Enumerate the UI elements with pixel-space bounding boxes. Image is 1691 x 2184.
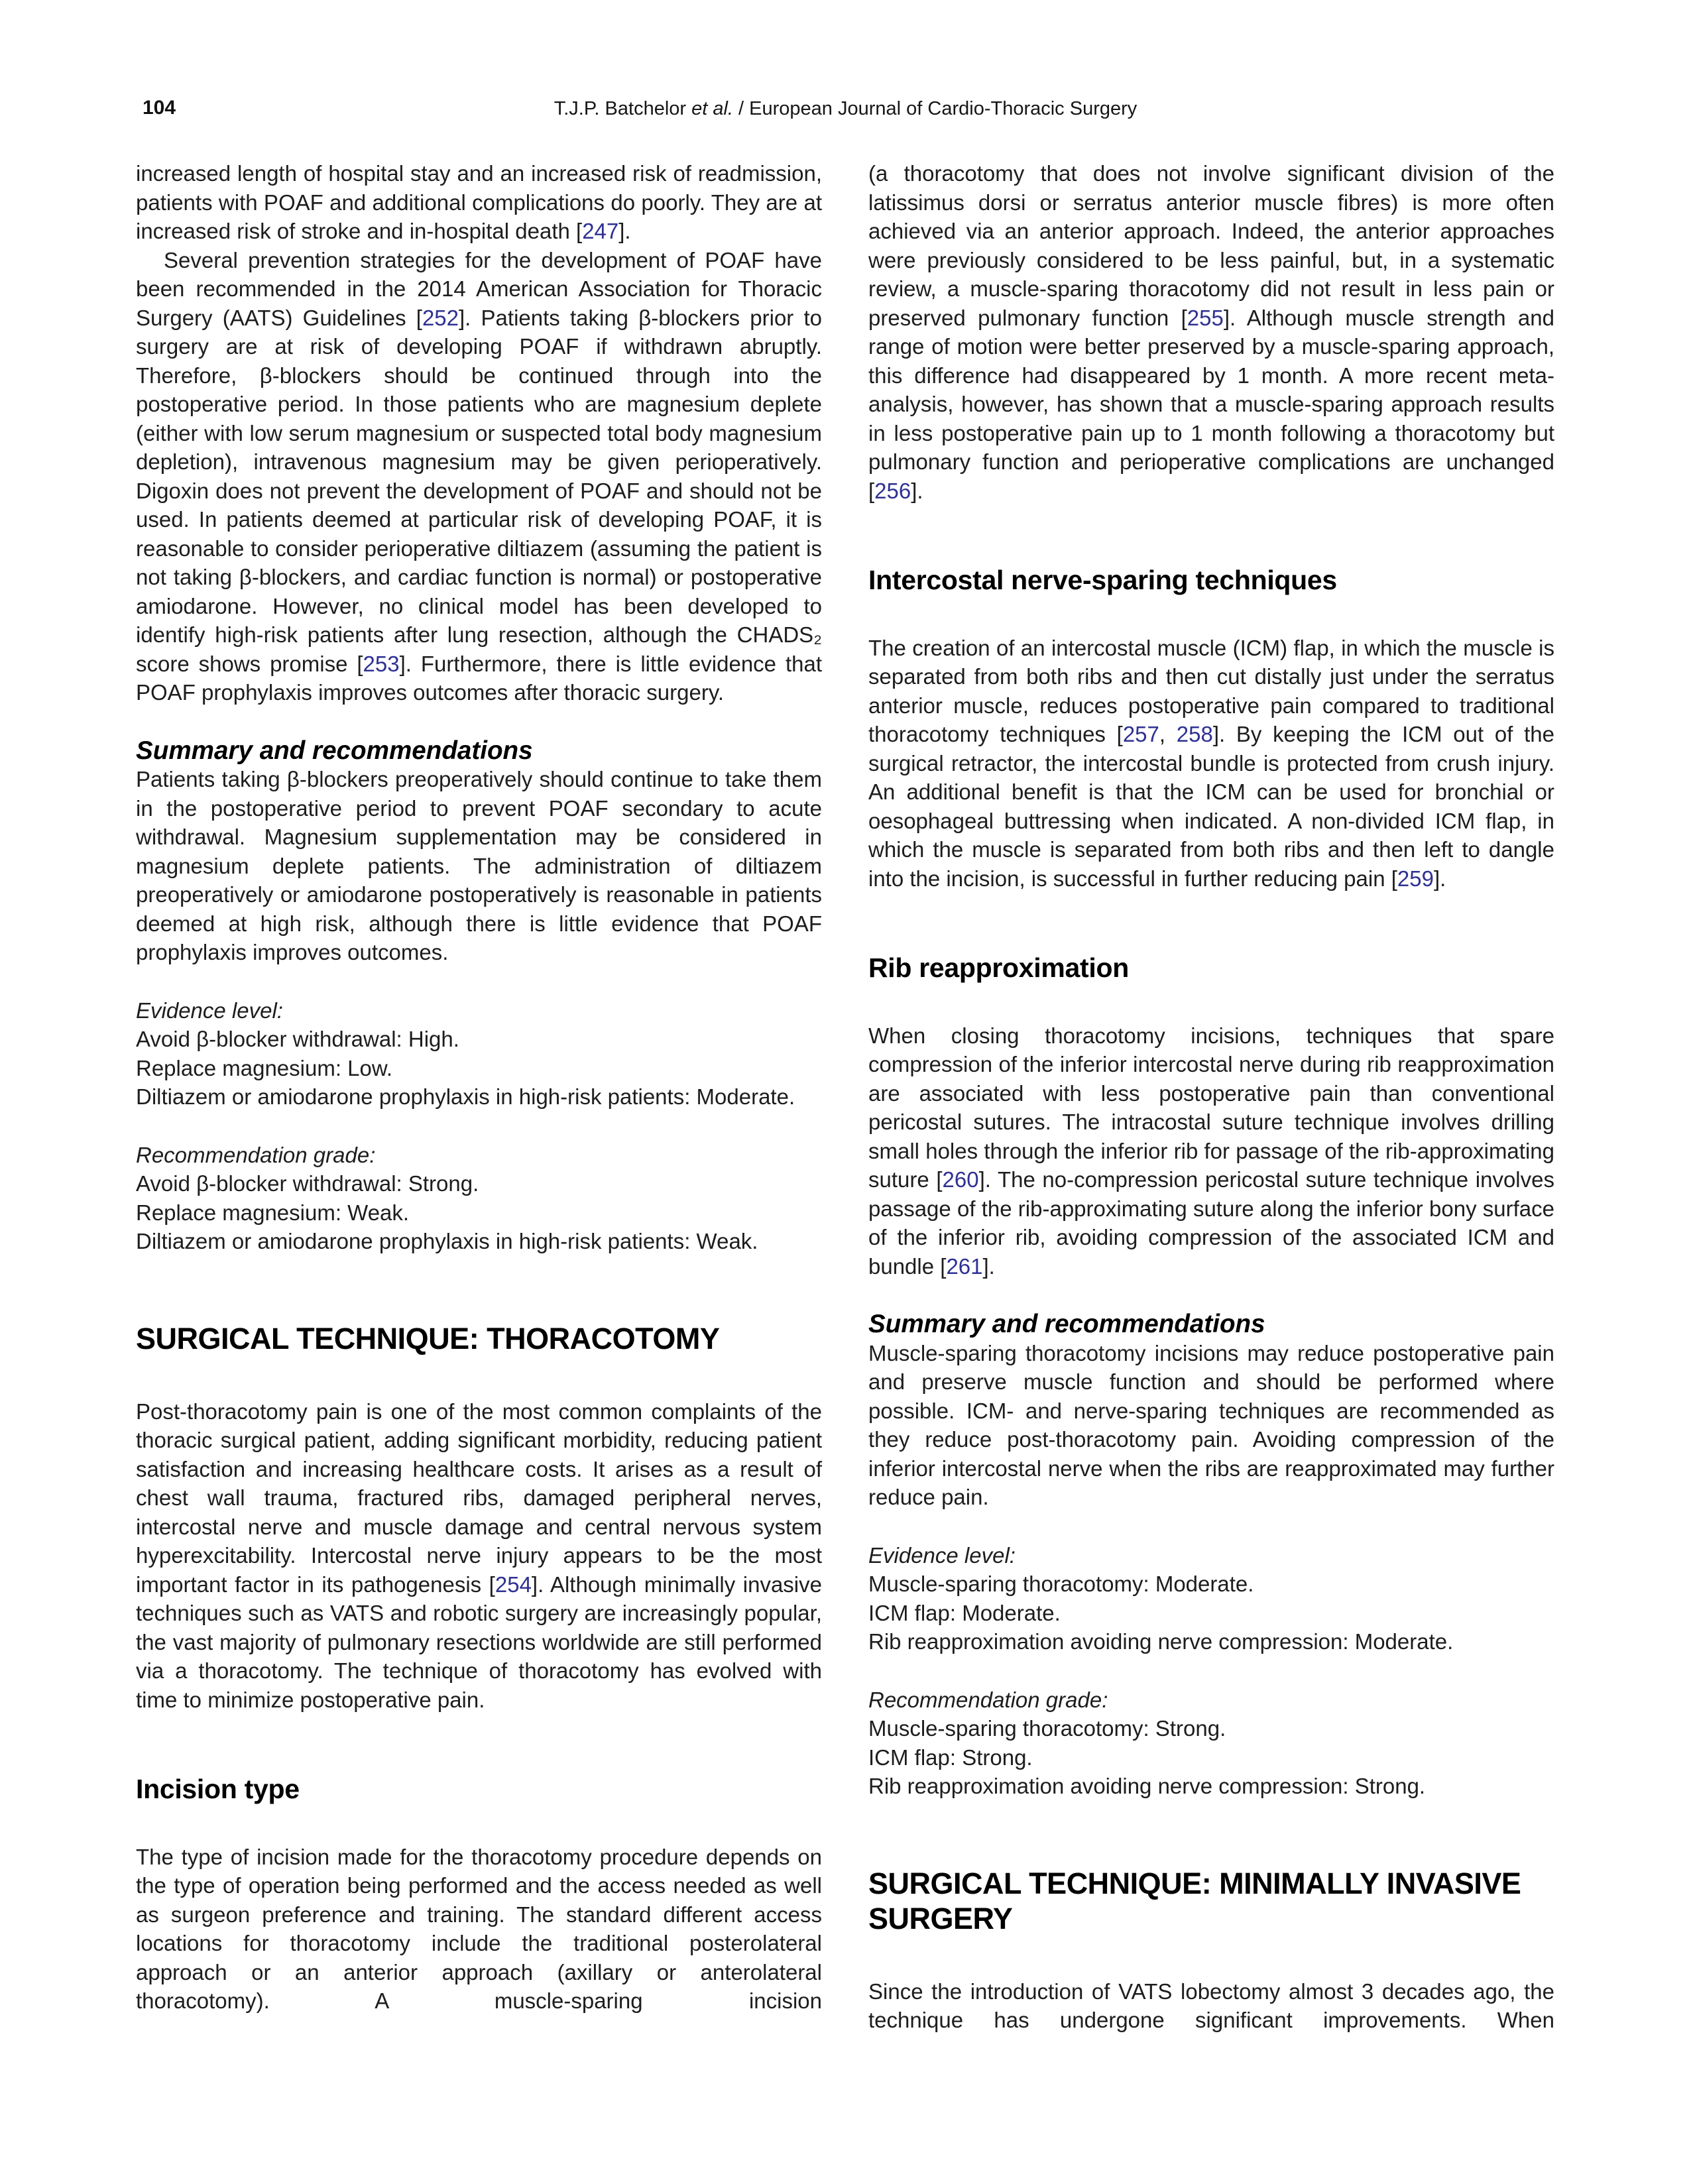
subheading-summary-recommendations: Summary and recommendations (868, 1310, 1265, 1338)
citation-link[interactable]: 261 (946, 1253, 983, 1279)
paragraph-icm-flap: The creation of an intercostal muscle (ICM) flap, in which the muscle is separated from both ribs and then cut distally just under the serratus anterior muscle, reduces postoperative pain compared to traditional thoracotomy techniques [257, 258]. By keeping the ICM out of the surgical retractor, the intercostal bundle is protected from crush injury. An additional benefit is that the ICM can be used for bronchial or oesophageal buttressing when indicated. A non-divided ICM flap, in which the muscle is separated from both ribs and then left to dangle into the incision, is successful in further reducing pain [259]. (868, 635, 1554, 891)
page-header (0, 0, 1691, 126)
citation-link[interactable]: 255 (1187, 305, 1224, 330)
grade-item: ICM flap: Strong. (868, 1745, 1033, 1770)
running-title (0, 98, 1691, 120)
section-heading-minimally-invasive: SURGICAL TECHNIQUE: MINIMALLY INVASIVE SURGERY (868, 1866, 1521, 1935)
evidence-item: ICM flap: Moderate. (868, 1600, 1061, 1625)
label-recommendation-grade: Recommendation grade: (136, 1142, 376, 1167)
grade-item: Replace magnesium: Weak. (136, 1200, 410, 1225)
page-number: 104 (143, 97, 176, 119)
citation-link[interactable]: 258 (1176, 722, 1213, 746)
evidence-item: Muscle-sparing thoracotomy: Moderate. (868, 1572, 1254, 1596)
evidence-item: Rib reapproximation avoiding nerve compression: Moderate. (868, 1629, 1454, 1654)
right-column (868, 159, 1554, 2035)
evidence-item: Avoid β-blocker withdrawal: High. (136, 1027, 459, 1051)
grade-item: Diltiazem or amiodarone prophylaxis in high-risk patients: Weak. (136, 1229, 758, 1253)
subsection-heading-nerve-sparing: Intercostal nerve-sparing techniques (868, 565, 1337, 595)
citation-link[interactable]: 256 (874, 478, 911, 503)
paragraph-muscle-sparing: (a thoracotomy that does not involve significant division of the latissimus dorsi or serratus anterior muscle fibres) is more often achieved via an anterior approach. Indeed, the anterior approaches were previously considered to be less painful, but, in a systematic review, a muscle-sparing thoracotomy did not result in less pain or preserved pulmonary function [255]. Although muscle strength and range of motion were better preserved by a muscle-sparing approach, this difference had disappeared by 1 month. A more recent meta-analysis, however, has shown that a muscle-sparing approach results in less postoperative pain up to 1 month following a thoracotomy but pulmonary function and perioperative complications are unchanged [256]. (868, 161, 1554, 503)
grade-item: Muscle-sparing thoracotomy: Strong. (868, 1716, 1226, 1741)
label-evidence-level: Evidence level: (136, 998, 283, 1023)
paragraph-rib-reapproximation: When closing thoracotomy incisions, techniques that spare compression of the inferior intercostal nerve during rib reapproximation are associated with less postoperative pain than conventional pericostal sutures. The intracostal suture technique involves drilling small holes through the inferior rib for passage of the rib-approximating suture [260]. The no-compression pericostal suture technique involves passage of the rib-approximating suture along the inferior bony surface of the inferior rib, avoiding compression of the associated ICM and bundle [261]. (868, 1023, 1554, 1279)
citation-link[interactable]: 253 (363, 651, 400, 676)
paragraph-summary-body: Patients taking β-blockers preoperatively should continue to take them in the postoperative period to prevent POAF secondary to acute withdrawal. Magnesium supplementation may be considered in magnesium deplete patients. The administration of diltiazem preoperatively or amiodarone postoperatively is reasonable in patients deemed at high risk, although there is little evidence that POAF prophylaxis improves outcomes. (136, 767, 822, 964)
paragraph-incision-type: The type of incision made for the thoracotomy procedure depends on the type of operation being performed and the access needed as well as surgeon preference and training. The standard different access locations for thoracotomy include the traditional posterolateral approach or an anterior approach (axillary or anterolateral thoracotomy). A muscle-sparing incision (136, 1844, 822, 2014)
citation-link[interactable]: 252 (422, 305, 459, 330)
subsection-heading-incision-type: Incision type (136, 1774, 300, 1805)
two-column-body (0, 159, 1691, 2035)
running-title-etal: et al. (691, 98, 733, 119)
citation-link[interactable]: 260 (942, 1167, 979, 1192)
label-evidence-level: Evidence level: (868, 1542, 1016, 1568)
running-title-journal: / European Journal of Cardio-Thoracic Surgery (732, 98, 1137, 119)
citation-link[interactable]: 247 (582, 219, 619, 243)
citation-link[interactable]: 259 (1397, 866, 1434, 891)
citation-link[interactable]: 257 (1122, 722, 1159, 746)
section-heading-thoracotomy: SURGICAL TECHNIQUE: THORACOTOMY (136, 1321, 720, 1355)
grade-item: Rib reapproximation avoiding nerve compression: Strong. (868, 1774, 1426, 1798)
left-column (136, 159, 822, 2035)
paragraph-summary-body: Muscle-sparing thoracotomy incisions may reduce postoperative pain and preserve muscle function and should be performed where possible. ICM- and nerve-sparing techniques are recommended as they reduce post-thoracotomy pain. Avoiding compression of the inferior intercostal nerve when the ribs are reapproximated may further reduce pain. (868, 1340, 1554, 1509)
paragraph-vats-introduction: Since the introduction of VATS lobectomy almost 3 decades ago, the technique has undergone significant improvements. When (868, 1979, 1554, 2033)
evidence-item: Replace magnesium: Low. (136, 1055, 393, 1080)
label-recommendation-grade: Recommendation grade: (868, 1687, 1108, 1712)
paragraph-poaf-prevention: Several prevention strategies for the development of POAF have been recommended in the 2014 American Association for Thoracic Surgery (AATS) Guidelines [252]. Patients taking β-blockers prior to surgery are at risk of developing POAF if withdrawn abruptly. Therefore, β-blockers should be continued through into the postoperative period. In those patients who are magnesium deplete (either with low serum magnesium or suspected total body magnesium depletion), intravenous magnesium may be given perioperatively. Digoxin does not prevent the development of POAF and should not be used. In patients deemed at particular risk of developing POAF, it is reasonable to consider perioperative diltiazem (assuming the patient is not taking β-blockers, and cardiac function is normal) or postoperative amiodarone. However, no clinical model has been developed to identify high-risk patients after lung resection, although the CHADS₂ score shows promise [253]. Furthermore, there is little evidence that POAF prophylaxis improves outcomes after thoracic surgery. (136, 247, 822, 705)
paragraph-post-thoracotomy-pain: Post-thoracotomy pain is one of the most common complaints of the thoracic surgical patient, adding significant morbidity, reducing patient satisfaction and increasing healthcare costs. It arises as a result of chest wall trauma, fractured ribs, damaged peripheral nerves, intercostal nerve and muscle damage and central nervous system hyperexcitability. Intercostal nerve injury appears to be the most important factor in its pathogenesis [254]. Although minimally invasive techniques such as VATS and robotic surgery are increasingly popular, the vast majority of pulmonary resections worldwide are still performed via a thoracotomy. The technique of thoracotomy has evolved with time to minimize postoperative pain. (136, 1399, 822, 1712)
grade-item: Avoid β-blocker withdrawal: Strong. (136, 1171, 479, 1196)
subheading-summary-recommendations: Summary and recommendations (136, 736, 533, 765)
paragraph-poaf-continuation: increased length of hospital stay and an increased risk of readmission, patients with POAF and additional complications do poorly. They are at increased risk of stroke and in-hospital death [247]. (136, 161, 822, 243)
subsection-heading-rib-reapproximation: Rib reapproximation (868, 952, 1129, 983)
running-title-author: T.J.P. Batchelor (554, 98, 692, 119)
evidence-item: Diltiazem or amiodarone prophylaxis in high-risk patients: Moderate. (136, 1084, 795, 1109)
citation-link[interactable]: 254 (495, 1572, 532, 1597)
